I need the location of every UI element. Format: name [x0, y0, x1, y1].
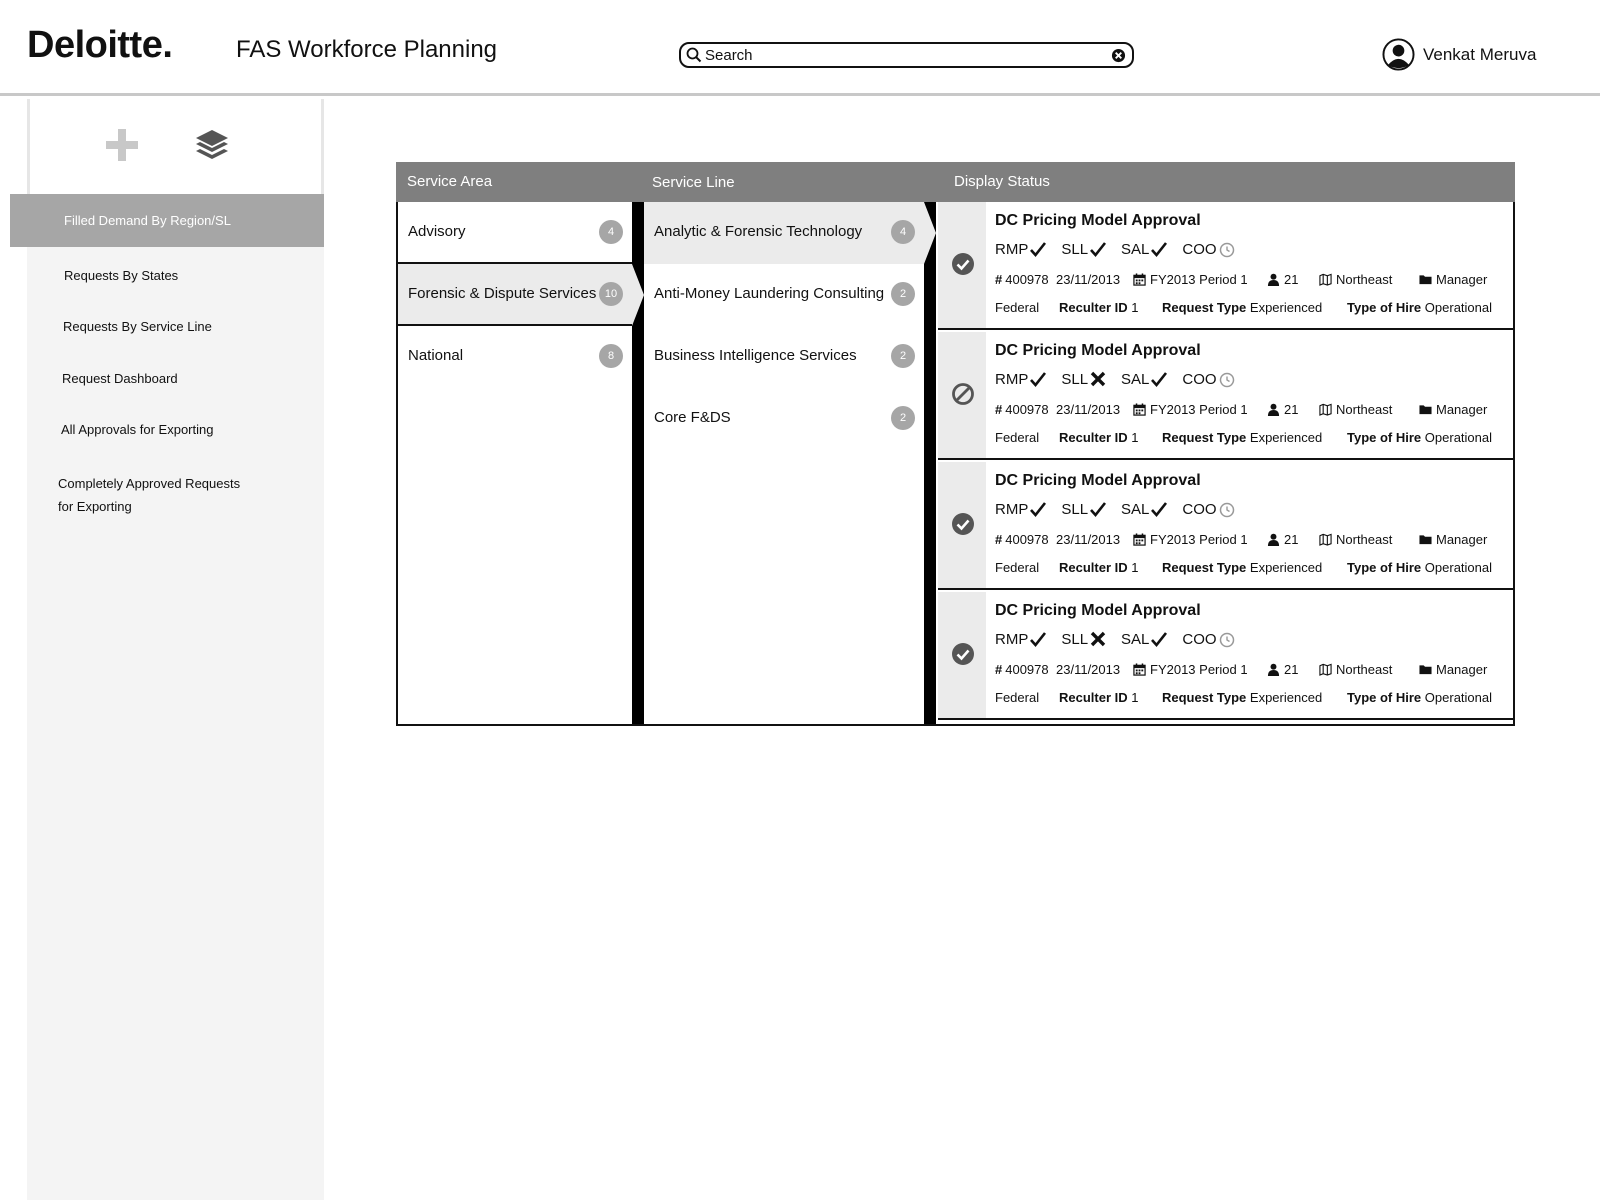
type-of-hire-value: Operational	[1424, 430, 1493, 445]
approval-label: SAL	[1121, 370, 1150, 388]
request-date: 23/11/2013	[1056, 662, 1121, 677]
approval-chain	[995, 500, 1250, 518]
approval-sal	[1121, 370, 1168, 388]
user-name: Venkat Meruva	[1423, 44, 1537, 64]
plus-icon[interactable]	[104, 127, 140, 163]
recruiter-id	[1059, 300, 1139, 315]
request-type-value: Experienced	[1249, 300, 1323, 315]
type-of-hire-label: Type of Hire	[1347, 300, 1422, 315]
check-icon	[1149, 630, 1168, 648]
check-icon	[1149, 500, 1168, 518]
region: Northeast	[1319, 272, 1392, 287]
app-title: FAS Workforce Planning	[236, 36, 498, 63]
hash-icon: #	[995, 662, 1003, 677]
check-icon	[1028, 500, 1047, 518]
folder-icon	[1419, 403, 1436, 416]
role: Manager	[1419, 662, 1487, 677]
approval-label: COO	[1182, 500, 1217, 518]
nav-all-approvals-exporting[interactable]: All Approvals for Exporting	[61, 422, 214, 437]
approval-label: COO	[1182, 630, 1217, 648]
column-header-service-area: Service Area	[407, 173, 493, 190]
approval-sll	[1061, 370, 1107, 388]
service-line-analytic-forensic[interactable]	[644, 202, 924, 264]
headcount: 21	[1267, 272, 1298, 287]
type-of-hire	[1347, 430, 1492, 445]
count-badge: 2	[891, 406, 915, 430]
column-header-display-status: Display Status	[954, 173, 1050, 190]
count-badge: 8	[599, 344, 623, 368]
sector: Federal	[995, 300, 1040, 315]
check-icon	[1088, 240, 1107, 258]
approval-sll	[1061, 630, 1107, 648]
fiscal-period: FY2013 Period 1	[1133, 532, 1248, 547]
recruiter-id-label: Reculter ID	[1059, 690, 1128, 705]
count-badge: 4	[599, 220, 623, 244]
approval-label: RMP	[995, 370, 1029, 388]
cross-icon	[1088, 370, 1107, 388]
card-meta-row	[995, 662, 1495, 678]
type-of-hire	[1347, 300, 1492, 315]
approval-coo	[1182, 370, 1235, 388]
card-detail-row	[995, 430, 1495, 446]
nav-label-line1: Completely Approved Requests	[58, 476, 241, 491]
service-line-label: Business Intelligence Services	[654, 347, 857, 364]
service-area-label: Forensic & Dispute Services	[408, 285, 597, 302]
clock-icon	[1217, 500, 1236, 518]
status-cell	[938, 202, 986, 328]
approval-rmp	[995, 630, 1047, 648]
user-menu[interactable]	[1382, 38, 1536, 71]
column-header-service-line: Service Line	[652, 174, 735, 191]
request-id: # 400978	[995, 272, 1049, 287]
request-card[interactable]	[938, 592, 1513, 720]
person-icon	[1267, 533, 1284, 546]
role: Manager	[1419, 532, 1487, 547]
folder-icon	[1419, 533, 1436, 546]
request-type-value: Experienced	[1249, 430, 1323, 445]
fiscal-period: FY2013 Period 1	[1133, 402, 1248, 417]
approval-rmp	[995, 500, 1047, 518]
request-type-value: Experienced	[1249, 560, 1323, 575]
request-date: 23/11/2013	[1056, 272, 1121, 287]
approval-sll	[1061, 240, 1107, 258]
card-detail-row	[995, 300, 1495, 316]
service-line-label: Analytic & Forensic Technology	[654, 223, 863, 240]
check-icon	[1028, 240, 1047, 258]
recruiter-id-label: Reculter ID	[1059, 430, 1128, 445]
card-detail-row	[995, 690, 1495, 706]
service-line-label: Anti-Money Laundering Consulting	[654, 285, 885, 302]
request-type	[1162, 300, 1322, 315]
folder-icon	[1419, 663, 1436, 676]
fiscal-period: FY2013 Period 1	[1133, 662, 1248, 677]
search-input[interactable]	[705, 46, 1100, 64]
type-of-hire	[1347, 560, 1492, 575]
type-of-hire-label: Type of Hire	[1347, 690, 1422, 705]
nav-completely-approved-exporting[interactable]	[58, 472, 240, 518]
selection-arrow	[924, 202, 936, 264]
approval-label: RMP	[995, 240, 1029, 258]
type-of-hire-label: Type of Hire	[1347, 430, 1422, 445]
region: Northeast	[1319, 402, 1392, 417]
approval-label: SLL	[1061, 500, 1089, 518]
nav-filled-demand[interactable]: Filled Demand By Region/SL	[10, 194, 324, 247]
approval-label: RMP	[995, 500, 1029, 518]
clear-search-icon[interactable]	[1111, 48, 1126, 63]
check-icon	[1149, 240, 1168, 258]
request-type	[1162, 560, 1322, 575]
request-type-value: Experienced	[1249, 690, 1323, 705]
service-line-label: Core F&DS	[654, 409, 731, 426]
request-card-list	[938, 202, 1513, 724]
clock-icon	[1217, 240, 1236, 258]
request-type-label: Request Type	[1162, 560, 1247, 575]
calendar-icon	[1133, 533, 1150, 546]
fiscal-period: FY2013 Period 1	[1133, 272, 1248, 287]
type-of-hire-value: Operational	[1424, 300, 1493, 315]
role: Manager	[1419, 402, 1487, 417]
request-card[interactable]	[938, 202, 1513, 330]
approval-coo	[1182, 500, 1235, 518]
logo: Deloitte.	[27, 24, 173, 66]
hash-icon: #	[995, 402, 1003, 417]
request-type	[1162, 690, 1322, 705]
headcount: 21	[1267, 532, 1298, 547]
recruiter-id-value: 1	[1131, 690, 1139, 705]
check-icon	[1088, 500, 1107, 518]
headcount: 21	[1267, 662, 1298, 677]
request-card[interactable]	[938, 332, 1513, 460]
status-cell	[938, 592, 986, 718]
approval-label: SLL	[1061, 630, 1089, 648]
status-cell	[938, 332, 986, 458]
type-of-hire-value: Operational	[1424, 690, 1493, 705]
nav-label-line2: for Exporting	[58, 499, 132, 514]
recruiter-id	[1059, 430, 1139, 445]
approval-sal	[1121, 630, 1168, 648]
check-icon	[1149, 370, 1168, 388]
search-box	[679, 42, 1134, 68]
service-line-core-fds[interactable]	[644, 388, 924, 450]
calendar-icon	[1133, 273, 1150, 286]
recruiter-id	[1059, 690, 1139, 705]
role: Manager	[1419, 272, 1487, 287]
card-detail-row	[995, 560, 1495, 576]
request-id: # 400978	[995, 532, 1049, 547]
type-of-hire-label: Type of Hire	[1347, 560, 1422, 575]
request-id: # 400978	[995, 402, 1049, 417]
sector: Federal	[995, 430, 1040, 445]
person-icon	[1267, 403, 1284, 416]
folder-icon	[1419, 273, 1436, 286]
nav-requests-by-service-line[interactable]: Requests By Service Line	[63, 319, 212, 334]
service-area-national[interactable]	[398, 326, 632, 388]
hash-icon: #	[995, 272, 1003, 287]
request-date: 23/11/2013	[1056, 402, 1121, 417]
recruiter-id-value: 1	[1131, 560, 1139, 575]
card-title: DC Pricing Model Approval	[995, 342, 1201, 359]
map-icon	[1319, 403, 1336, 416]
request-type-label: Request Type	[1162, 690, 1247, 705]
sector: Federal	[995, 690, 1040, 705]
sidebar	[27, 99, 324, 1200]
column-divider	[924, 202, 936, 724]
recruiter-id-value: 1	[1131, 300, 1139, 315]
approval-sal	[1121, 240, 1168, 258]
approval-label: SAL	[1121, 630, 1150, 648]
card-title: DC Pricing Model Approval	[995, 602, 1201, 619]
approval-label: SAL	[1121, 500, 1150, 518]
app-header	[0, 0, 1600, 96]
card-title: DC Pricing Model Approval	[995, 212, 1201, 229]
hash-icon: #	[995, 532, 1003, 547]
approval-chain	[995, 240, 1250, 258]
nav-requests-by-states[interactable]: Requests By States	[64, 268, 179, 283]
approval-rmp	[995, 370, 1047, 388]
user-avatar-icon	[1382, 38, 1415, 71]
person-icon	[1267, 273, 1284, 286]
selection-arrow	[632, 264, 644, 326]
person-icon	[1267, 663, 1284, 676]
approval-sll	[1061, 500, 1107, 518]
request-id: # 400978	[995, 662, 1049, 677]
approval-label: COO	[1182, 240, 1217, 258]
approval-label: SAL	[1121, 240, 1150, 258]
calendar-icon	[1133, 403, 1150, 416]
cross-icon	[1088, 630, 1107, 648]
check-icon	[1028, 370, 1047, 388]
map-icon	[1319, 663, 1336, 676]
card-title: DC Pricing Model Approval	[995, 472, 1201, 489]
approval-label: SLL	[1061, 370, 1089, 388]
service-area-label: National	[408, 347, 464, 364]
request-type-label: Request Type	[1162, 300, 1247, 315]
card-meta-row	[995, 272, 1495, 288]
count-badge: 2	[891, 344, 915, 368]
service-area-advisory[interactable]	[398, 202, 632, 264]
map-icon	[1319, 273, 1336, 286]
count-badge: 4	[891, 220, 915, 244]
recruiter-id-label: Reculter ID	[1059, 560, 1128, 575]
service-area-label: Advisory	[408, 223, 466, 240]
approval-coo	[1182, 240, 1235, 258]
type-of-hire	[1347, 690, 1492, 705]
request-card[interactable]	[938, 462, 1513, 590]
type-of-hire-value: Operational	[1424, 560, 1493, 575]
service-line-list	[644, 202, 924, 724]
sector: Federal	[995, 560, 1040, 575]
clock-icon	[1217, 630, 1236, 648]
sidebar-toolbar	[27, 99, 324, 194]
approval-sal	[1121, 500, 1168, 518]
headcount: 21	[1267, 402, 1298, 417]
approval-label: SLL	[1061, 240, 1089, 258]
request-type-label: Request Type	[1162, 430, 1247, 445]
map-icon	[1319, 533, 1336, 546]
approval-coo	[1182, 630, 1235, 648]
service-line-anti-money-laundering[interactable]	[644, 264, 924, 326]
recruiter-id-value: 1	[1131, 430, 1139, 445]
recruiter-id	[1059, 560, 1139, 575]
calendar-icon	[1133, 663, 1150, 676]
nav-request-dashboard[interactable]: Request Dashboard	[62, 371, 178, 386]
demand-panel	[396, 162, 1515, 726]
clock-icon	[1217, 370, 1236, 388]
layers-icon[interactable]	[194, 127, 230, 163]
count-badge: 10	[599, 282, 623, 306]
approval-chain	[995, 630, 1250, 648]
service-line-business-intelligence[interactable]	[644, 326, 924, 388]
service-area-forensic-dispute[interactable]	[398, 264, 632, 326]
service-area-list	[398, 202, 632, 724]
approval-label: RMP	[995, 630, 1029, 648]
status-cell	[938, 462, 986, 588]
request-date: 23/11/2013	[1056, 532, 1121, 547]
approval-chain	[995, 370, 1250, 388]
card-meta-row	[995, 532, 1495, 548]
region: Northeast	[1319, 532, 1392, 547]
approval-label: COO	[1182, 370, 1217, 388]
request-type	[1162, 430, 1322, 445]
search-icon	[686, 47, 702, 63]
card-meta-row	[995, 402, 1495, 418]
approval-rmp	[995, 240, 1047, 258]
region: Northeast	[1319, 662, 1392, 677]
count-badge: 2	[891, 282, 915, 306]
check-icon	[1028, 630, 1047, 648]
recruiter-id-label: Reculter ID	[1059, 300, 1128, 315]
